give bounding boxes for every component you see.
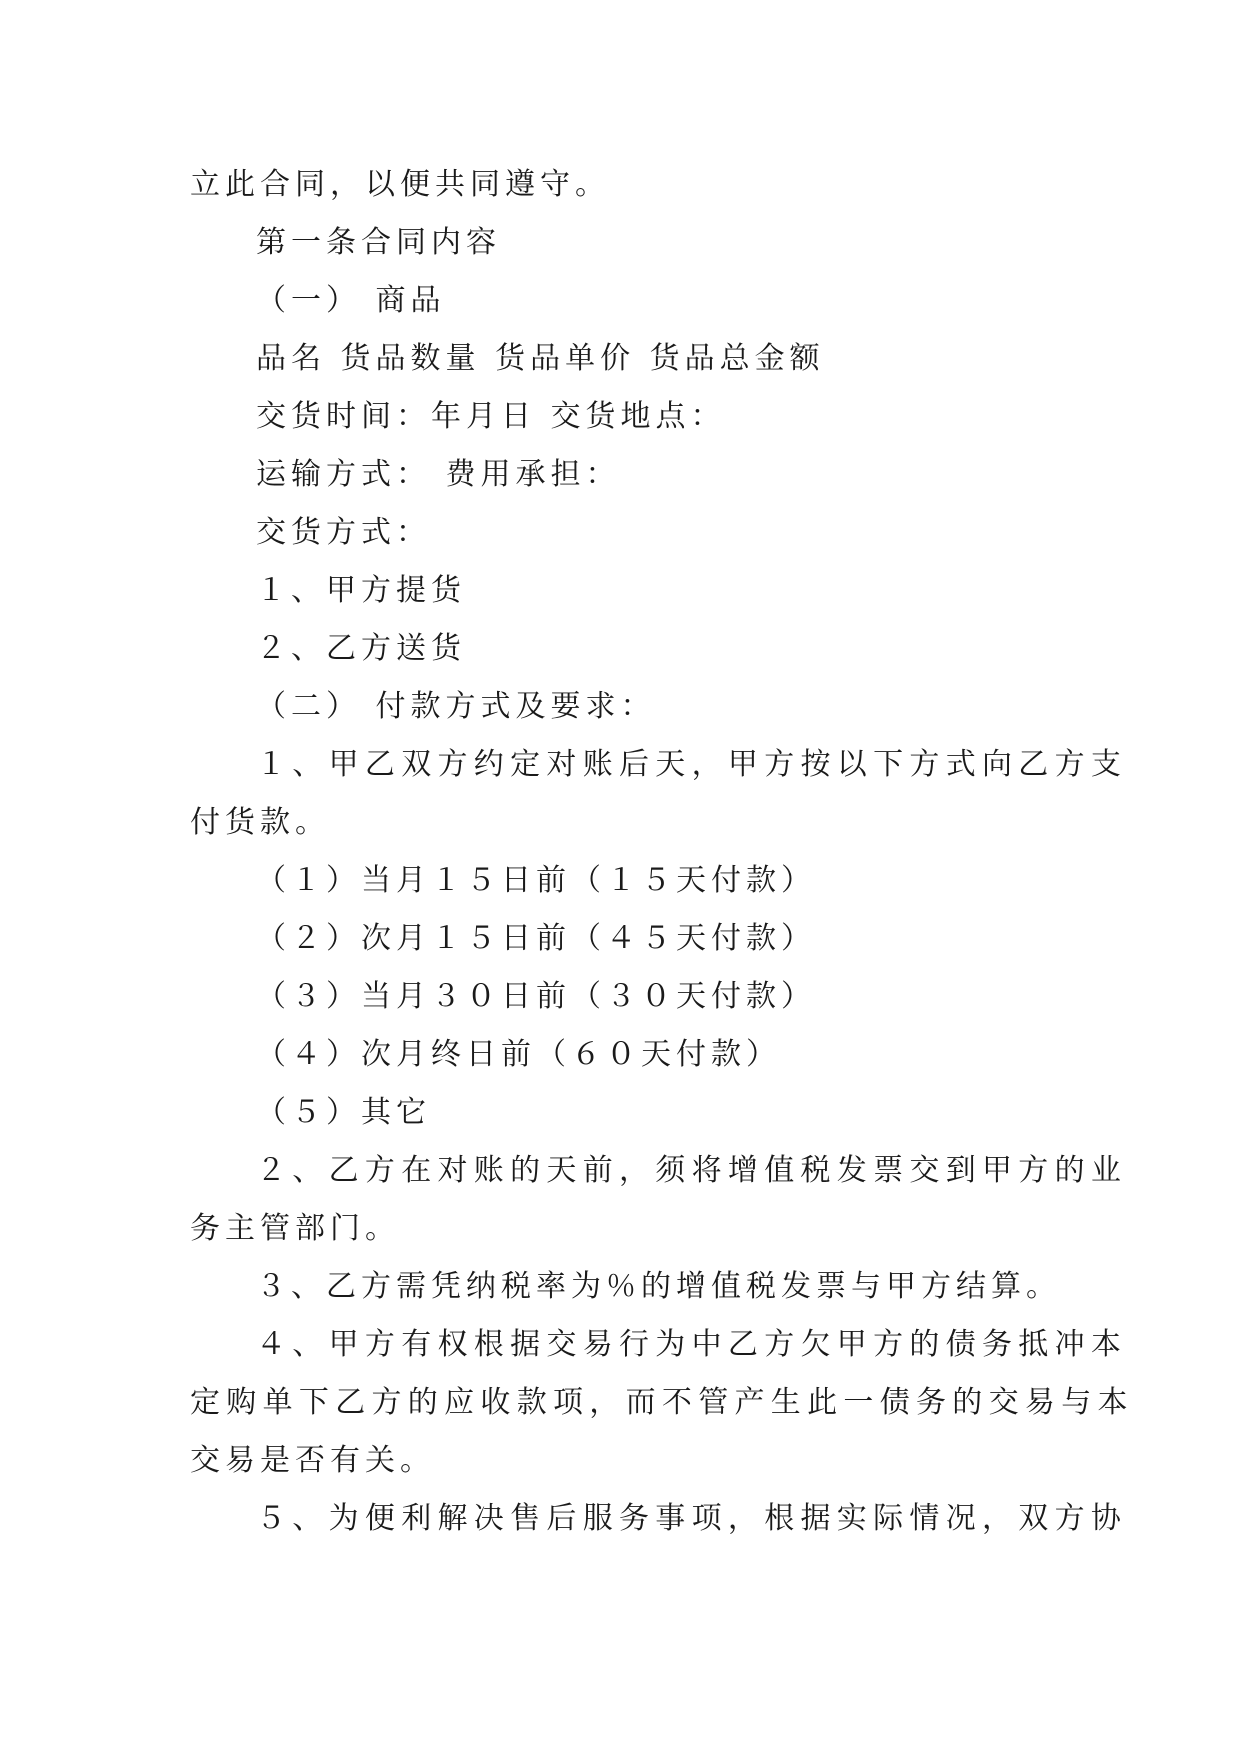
paragraph-line: 运输方式： 费用承担：: [256, 457, 621, 492]
paragraph-line: 立此合同，以便共同遵守。: [190, 167, 610, 202]
paragraph-line: 交货时间：年月日 交货地点：: [256, 399, 726, 434]
list-item: （３）当月３０日前（３０天付款）: [256, 979, 816, 1014]
paragraph-line: 交易是否有关。: [190, 1443, 435, 1478]
list-item: １、甲方提货: [256, 573, 466, 608]
list-item: （４）次月终日前（６０天付款）: [256, 1037, 781, 1072]
list-item: ５、为便利解决售后服务事项，根据实际情况，双方协: [256, 1501, 1128, 1536]
section-heading: 第一条合同内容: [256, 225, 501, 260]
list-item: ４、甲方有权根据交易行为中乙方欠甲方的债务抵冲本: [256, 1327, 1128, 1362]
paragraph-line: 付货款。: [190, 805, 330, 840]
list-item: （１）当月１５日前（１５天付款）: [256, 863, 816, 898]
paragraph-line: 交货方式：: [256, 515, 431, 550]
paragraph-line: 定购单下乙方的应收款项，而不管产生此一债务的交易与本: [190, 1385, 1134, 1420]
list-item: ３、乙方需凭纳税率为％的增值税发票与甲方结算。: [256, 1269, 1061, 1304]
list-item: ２、乙方在对账的天前，须将增值税发票交到甲方的业: [256, 1153, 1128, 1188]
subsection-heading: （一） 商品: [256, 283, 446, 318]
subsection-heading: （二） 付款方式及要求：: [256, 689, 656, 724]
paragraph-line: 品名 货品数量 货品单价 货品总金额: [256, 341, 825, 376]
list-item: （２）次月１５日前（４５天付款）: [256, 921, 816, 956]
list-item: ２、乙方送货: [256, 631, 466, 666]
paragraph-line: 务主管部门。: [190, 1211, 400, 1246]
list-item: １、甲乙双方约定对账后天，甲方按以下方式向乙方支: [256, 747, 1128, 782]
list-item: （５）其它: [256, 1095, 431, 1130]
